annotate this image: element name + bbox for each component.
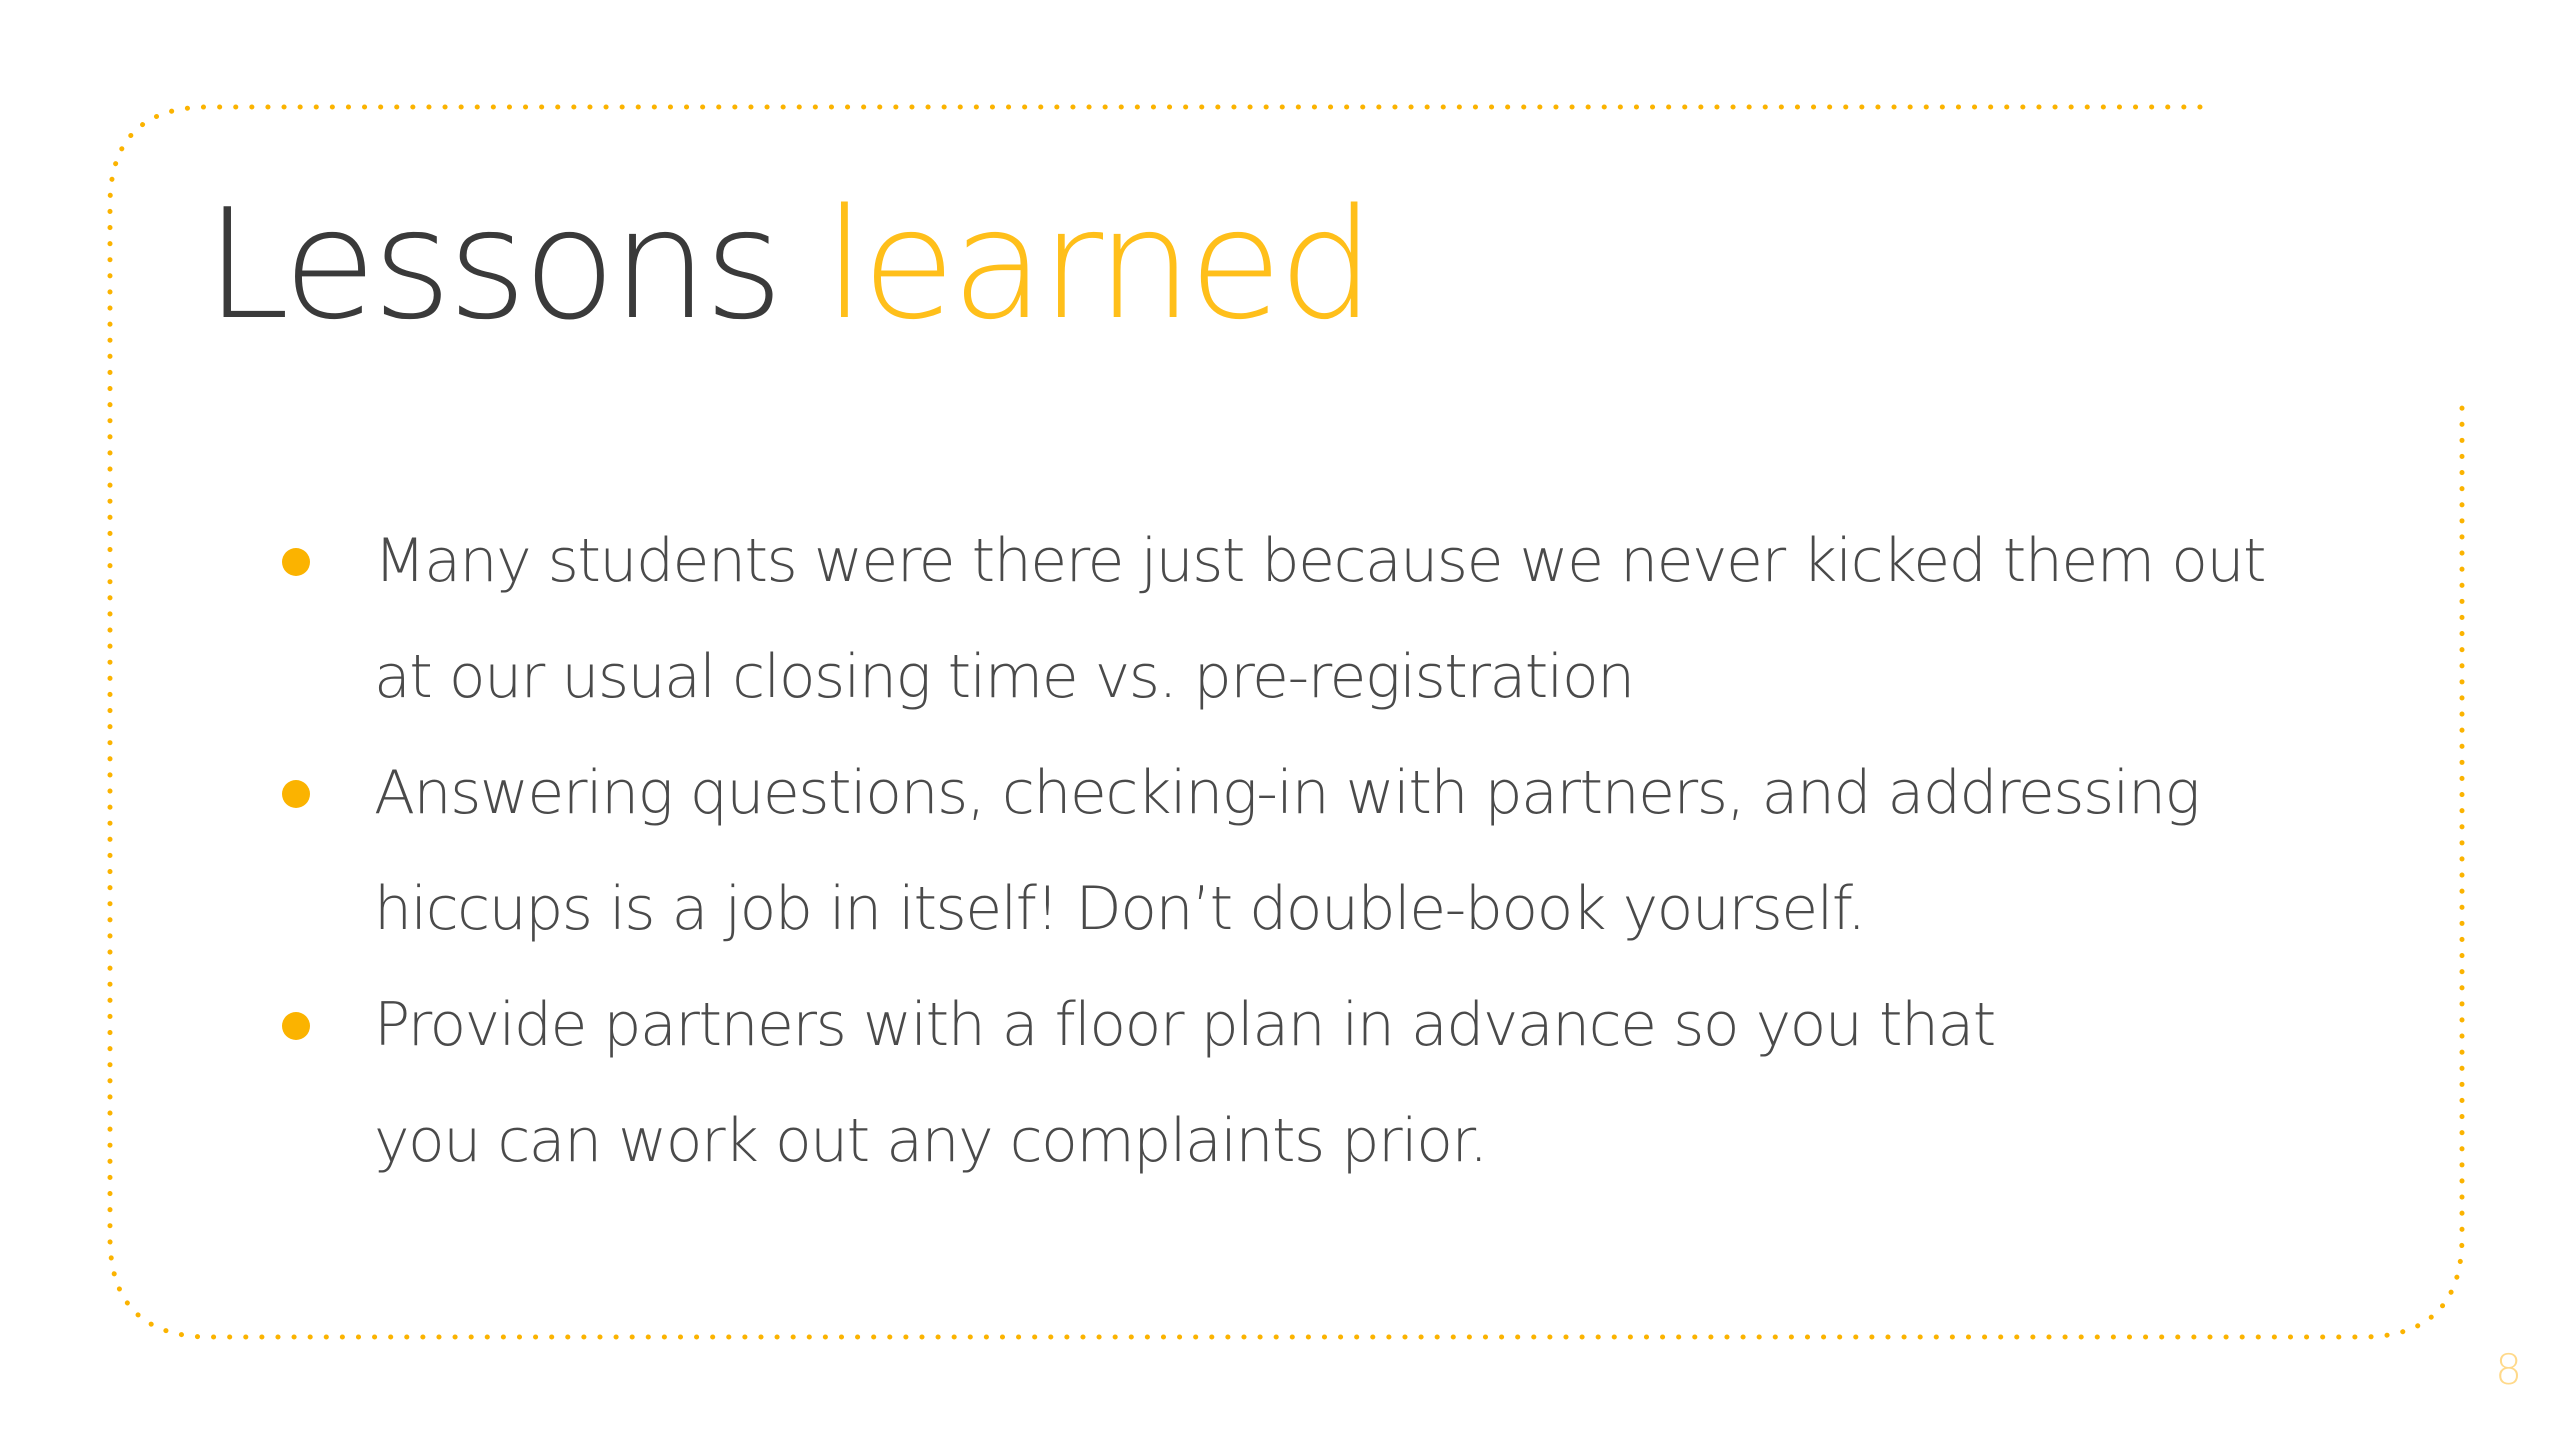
bullet-line: you can work out any complaints prior. [374, 1106, 1487, 1176]
slide-title [205, 178, 1371, 353]
bullet-dot [282, 548, 310, 576]
bullet-list [282, 503, 2332, 1199]
page-number: 8 [2495, 1345, 2522, 1394]
bullet-dot [282, 1012, 310, 1040]
bullet-line: Provide partners with a floor plan in advance so you that [374, 990, 1995, 1060]
bullet-item [282, 735, 2332, 967]
bullet-line: hiccups is a job in itself! Don’t double-book yourself. [374, 874, 1865, 944]
title-part-2: learned [823, 176, 1371, 353]
bullet-line: Many students were there just because we never kicked them out [374, 526, 2266, 596]
bullet-item [282, 503, 2332, 735]
bullet-line: Answering questions, checking-in with partners, and addressing [374, 758, 2199, 828]
title-part-1: Lessons [205, 176, 780, 353]
bullet-dot [282, 780, 310, 808]
bullet-item [282, 967, 2332, 1199]
bullet-line: at our usual closing time vs. pre-registration [374, 642, 1634, 712]
